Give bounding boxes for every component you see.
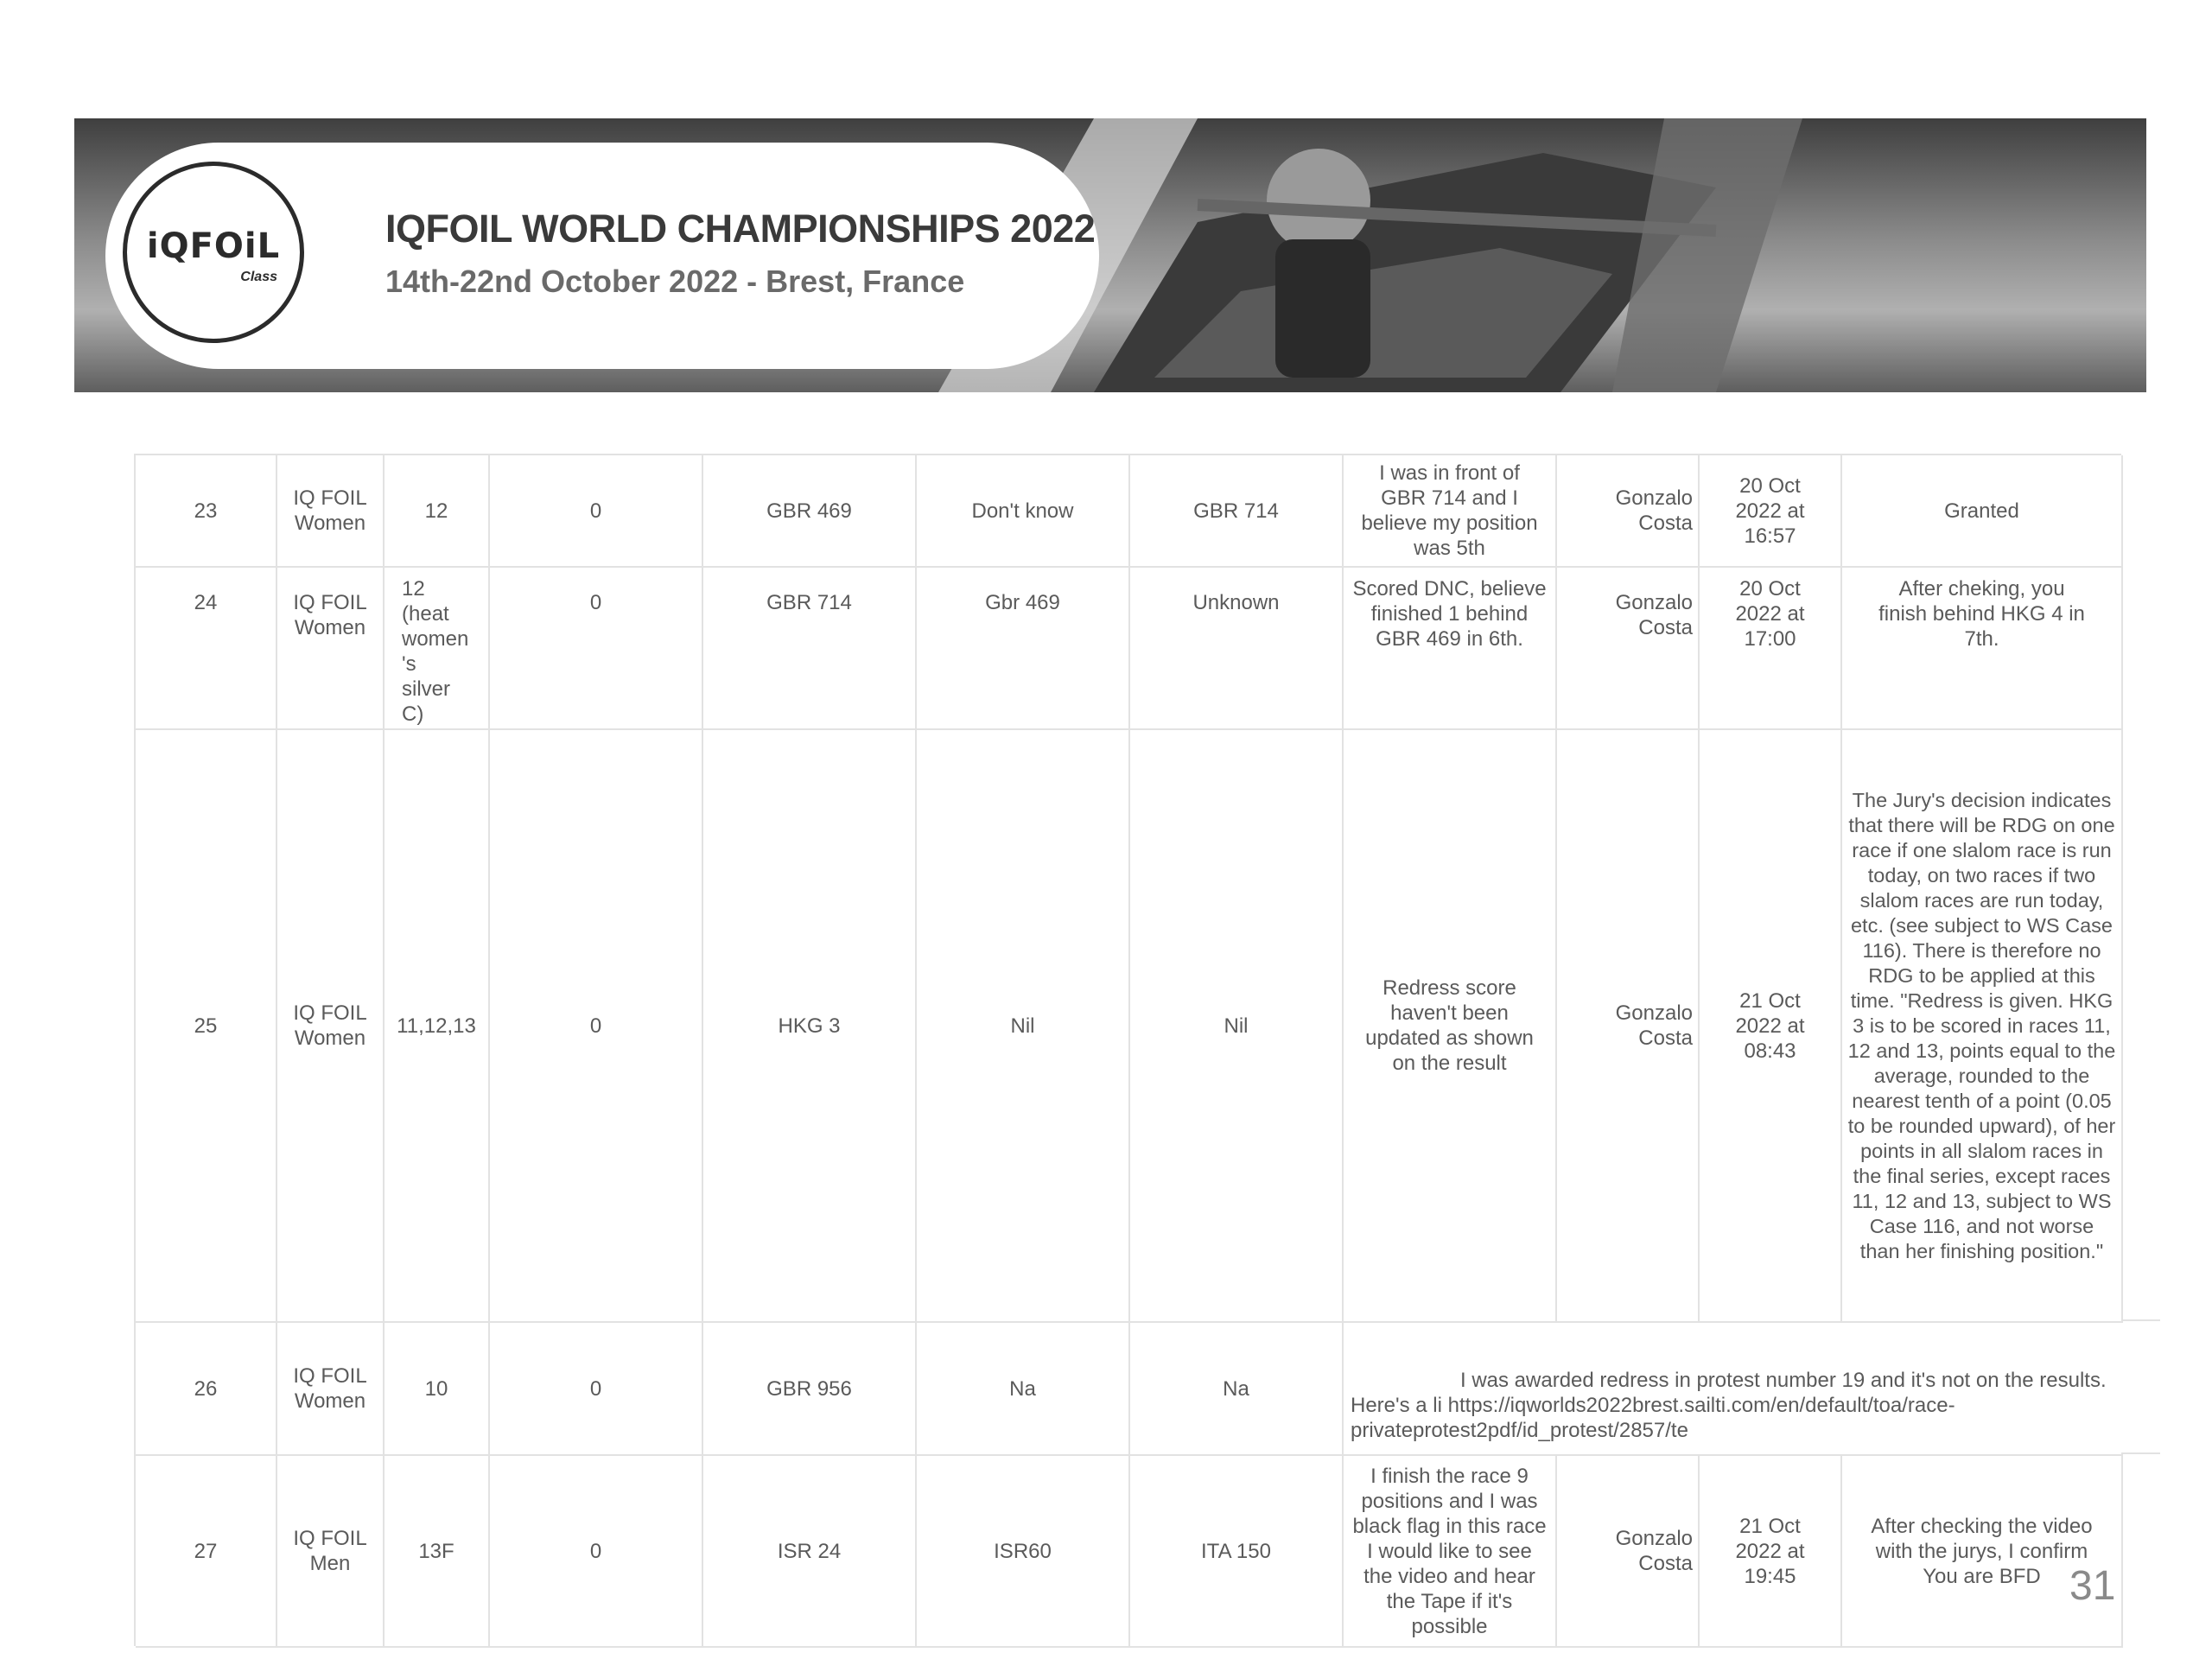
table-cell-race: 10 — [385, 1323, 490, 1456]
table-cell-zero: 0 — [490, 1323, 703, 1456]
row26-overflow-rule-top — [2121, 1319, 2160, 1321]
table-cell-officer: Gonzalo Costa — [1557, 730, 1700, 1323]
row26-overflow-rule-bottom — [2121, 1452, 2160, 1454]
table-cell-no: 27 — [136, 1456, 277, 1648]
row26-description-line1: I was awarded redress in protest number 19 and it's not on the results. — [1460, 1369, 2107, 1392]
protest-table — [134, 454, 2121, 1646]
table-cell-race: 11,12,13 — [385, 730, 490, 1323]
event-subtitle: 14th-22nd October 2022 - Brest, France — [385, 264, 965, 299]
table-cell-description: I finish the race 9 positions and I was black flag in this race I would like to see the video and hear the Tape if it's possible — [1344, 1456, 1557, 1648]
table-cell-sail: GBR 956 — [703, 1323, 917, 1456]
iqfoil-logo — [123, 162, 304, 343]
table-cell-no: 23 — [136, 455, 277, 568]
table-cell-date: 21 Oct 2022 at 19:45 — [1700, 1456, 1842, 1648]
row26-description-line2: Here's a li https://iqworlds2022brest.sailti.com/en/default/toa/race- — [1351, 1394, 1955, 1417]
table-cell-description: Scored DNC, believe finished 1 behind GBR 469 in 6th. — [1344, 568, 1557, 730]
page-number: 31 — [2069, 1563, 2116, 1609]
table-cell-sail: HKG 3 — [703, 730, 917, 1323]
table-cell-decision: After cheking, you finish behind HKG 4 in 7th. — [1842, 568, 2123, 730]
table-cell-class: IQ FOIL Women — [277, 730, 385, 1323]
table-cell-description: I was in front of GBR 714 and I believe my position was 5th — [1344, 455, 1557, 568]
table-cell-zero: 0 — [490, 455, 703, 568]
logo-subtext: Class — [240, 270, 277, 284]
table-cell-officer: Gonzalo Costa — [1557, 568, 1700, 730]
table-cell-race: 12 — [385, 455, 490, 568]
table-cell-sail: ISR 24 — [703, 1456, 917, 1648]
table-cell-decision: The Jury's decision indicates that there will be RDG on one race if one slalom race is run today, on two races if two slalom races are run today, etc. (see subject to WS Case 116). There is therefore no RDG to be applied at this time. "Redress is given. HKG 3 is to be scored in races 11, 12 and 13, points equal to the average, rounded to the nearest tenth of a point (0.05 to be rounded upward), of her points in all slalom races in the final series, except races 11, 12 and 13, subject to WS Case 116, and not worse than her finishing position." — [1842, 730, 2123, 1323]
table-cell-class: IQ FOIL Men — [277, 1456, 385, 1648]
table-cell-other2: Nil — [1130, 730, 1344, 1323]
table-cell-sail: GBR 714 — [703, 568, 917, 730]
table-cell-officer: Gonzalo Costa — [1557, 1456, 1700, 1648]
table-cell-other2: Na — [1130, 1323, 1344, 1456]
table-cell-zero: 0 — [490, 568, 703, 730]
table-cell-class: IQ FOIL Women — [277, 1323, 385, 1456]
table-cell-other1: ISR60 — [917, 1456, 1130, 1648]
table-cell-other1: Na — [917, 1323, 1130, 1456]
table-cell-date: 21 Oct 2022 at 08:43 — [1700, 730, 1842, 1323]
table-cell-decision: Granted — [1842, 455, 2123, 568]
table-cell-date: 20 Oct 2022 at 16:57 — [1700, 455, 1842, 568]
event-banner — [74, 118, 2146, 392]
table-cell-class: IQ FOIL Women — [277, 568, 385, 730]
table-cell-sail: GBR 469 — [703, 455, 917, 568]
table-cell-date: 20 Oct 2022 at 17:00 — [1700, 568, 1842, 730]
event-title: IQFOIL WORLD CHAMPIONSHIPS 2022 — [385, 207, 1096, 251]
row26-description-line3: privateprotest2pdf/id_protest/2857/te — [1351, 1419, 1688, 1442]
table-cell-officer: Gonzalo Costa — [1557, 455, 1700, 568]
table-cell-other1: Don't know — [917, 455, 1130, 568]
table-cell-no: 26 — [136, 1323, 277, 1456]
table-cell-other2: ITA 150 — [1130, 1456, 1344, 1648]
table-cell-decision: After checking the video with the jurys, I confirm You are BFD — [1842, 1456, 2123, 1648]
table-cell-other2: Unknown — [1130, 568, 1344, 730]
table-cell-no: 24 — [136, 568, 277, 730]
table-cell-race: 13F — [385, 1456, 490, 1648]
table-cell-other1: Nil — [917, 730, 1130, 1323]
table-cell-no: 25 — [136, 730, 277, 1323]
table-cell-zero: 0 — [490, 730, 703, 1323]
table-cell-other1: Gbr 469 — [917, 568, 1130, 730]
table-cell-race: 12 (heat women 's silver C) — [385, 568, 490, 730]
table-cell-description: Redress score haven't been updated as shown on the result — [1344, 730, 1557, 1323]
table-cell-class: IQ FOIL Women — [277, 455, 385, 568]
logo-text: iQFOiL — [146, 226, 281, 266]
table-cell-zero: 0 — [490, 1456, 703, 1648]
table-cell-other2: GBR 714 — [1130, 455, 1344, 568]
